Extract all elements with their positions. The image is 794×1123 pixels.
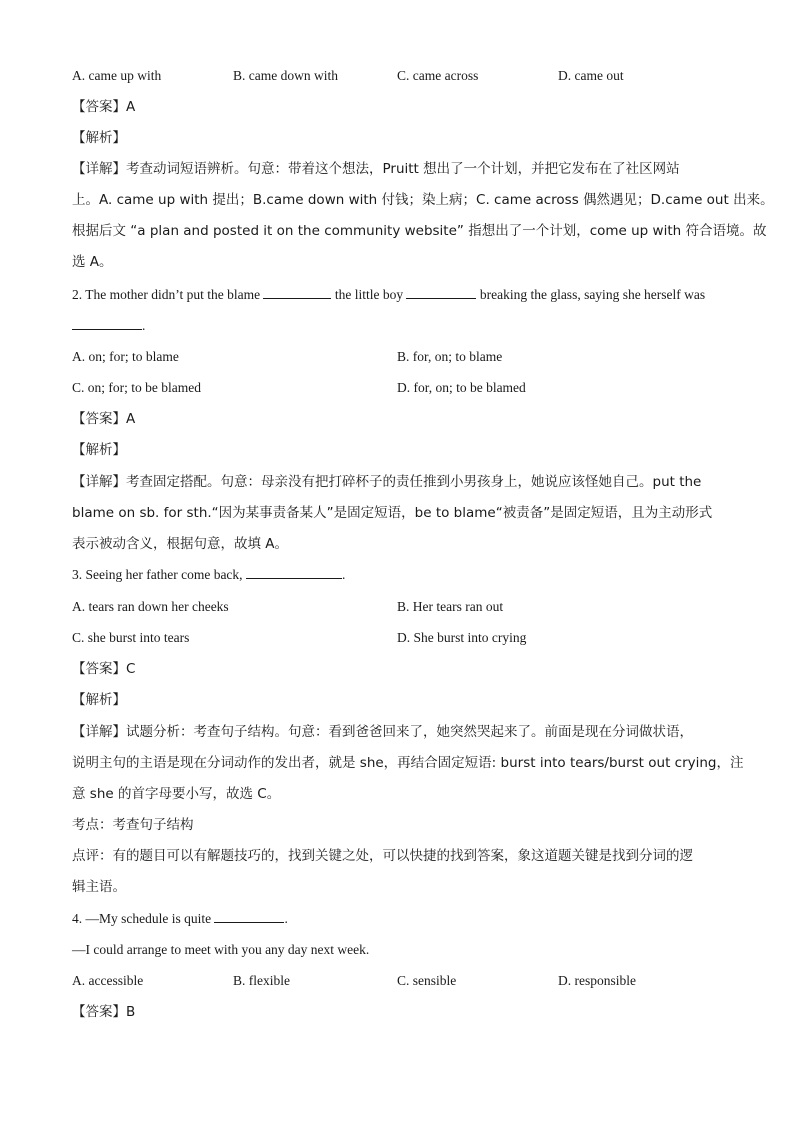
q4-reply: —I could arrange to meet with you any day next week. [72,942,370,957]
q2-detail-line: 表示被动含义，根据句意，故填 A。 [72,536,289,552]
q1-detail-line: 上。A. came up with 提出；B.came down with 付钱；染上病；C. came across 偶然遇见；D.came out 出来。 [72,192,774,208]
q2-option-a: A. on; for; to blame [72,349,179,364]
q3-option-a: A. tears ran down her cheeks [72,599,229,614]
q1-answer: 【答案】A [72,99,136,115]
q2-stem-part: the little boy [334,287,404,302]
answer-blank [72,317,142,330]
q2-stem-continued [72,317,732,335]
q4-answer: 【答案】B [72,1004,136,1020]
q3-dianping-line: 辑主语。 [72,879,126,895]
q1-detail-line: 【详解】考查动词短语辨析。句意：带着这个想法，Pruitt 想出了一个计划，并把它发布在了社区网站 [72,161,680,177]
q2-stem-end: . [142,318,146,333]
q1-option-a: A. came up with [72,68,162,83]
q2-detail-line: 【详解】考查固定搭配。句意：母亲没有把打碎杯子的责任推到小男孩身上，她说应该怪她自己。put the [72,474,702,490]
q4-option-d: D. responsible [558,973,636,988]
q3-analysis-label: 【解析】 [72,692,126,708]
q1-detail-line: 选 A。 [72,254,113,270]
q1-option-b: B. came down with [233,68,338,83]
q3-stem-part: 3. Seeing her father come back, [72,567,243,582]
q2-option-d: D. for, on; to be blamed [397,380,526,395]
q2-answer: 【答案】A [72,411,136,427]
q4-option-a: A. accessible [72,973,144,988]
q3-kaodian: 考点：考查句子结构 [72,817,194,833]
q4-stem-end: . [284,911,288,926]
q4-stem-part: 4. —My schedule is quite [72,911,212,926]
q2-option-c: C. on; for; to be blamed [72,380,201,395]
q4-option-b: B. flexible [233,973,290,988]
q2-stem [72,286,732,304]
q3-stem [72,566,732,584]
answer-blank [246,566,342,579]
q2-stem-part: 2. The mother didn’t put the blame [72,287,261,302]
q1-detail-line: 根据后文 “a plan and posted it on the community website” 指想出了一个计划，come up with 符合语境。故 [72,223,767,239]
q4-option-c: C. sensible [397,973,457,988]
q3-dianping-line: 点评：有的题目可以有解题技巧的，找到关键之处，可以快捷的找到答案，象这道题关键是找到分词的逻 [72,848,693,864]
q1-option-d: D. came out [558,68,624,83]
q2-option-b: B. for, on; to blame [397,349,503,364]
q3-detail-line: 【详解】试题分析：考查句子结构。句意：看到爸爸回来了，她突然哭起来了。前面是现在分词做状语， [72,724,693,740]
q3-detail-line: 意 she 的首字母要小写，故选 C。 [72,786,281,802]
q1-analysis-label: 【解析】 [72,130,126,146]
answer-blank [263,286,331,299]
q3-answer: 【答案】C [72,661,136,677]
answer-blank [406,286,476,299]
q2-analysis-label: 【解析】 [72,442,126,458]
q3-stem-end: . [341,567,346,582]
q3-option-c: C. she burst into tears [72,630,190,645]
q2-stem-part: breaking the glass, saying she herself was [479,287,706,302]
q4-stem [72,910,732,928]
answer-blank [214,910,284,923]
q3-option-b: B. Her tears ran out [397,599,504,614]
q3-detail-line: 说明主句的主语是现在分词动作的发出者，就是 she，再结合固定短语: burst into tears/burst out crying，注 [72,755,744,771]
q3-option-d: D. She burst into crying [397,630,527,645]
q2-detail-line: blame on sb. for sth.“因为某事责备某人”是固定短语，be to blame“被责备”是固定短语，且为主动形式 [72,505,713,521]
q1-option-c: C. came across [397,68,479,83]
